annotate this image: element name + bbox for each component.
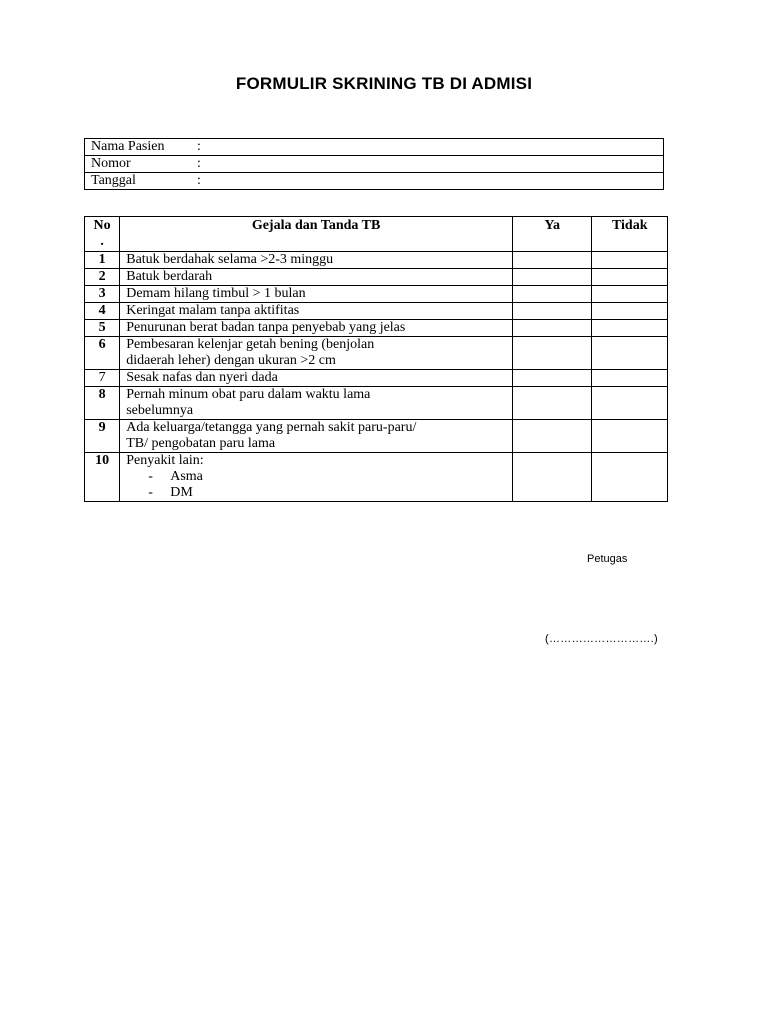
patient-name-row bbox=[85, 139, 664, 156]
no-cell[interactable] bbox=[592, 420, 668, 453]
patient-name-colon: : bbox=[197, 139, 201, 154]
header-symptom: Gejala dan Tanda TB bbox=[120, 217, 513, 252]
row-number: 5 bbox=[85, 320, 120, 337]
bullet-dash: - bbox=[148, 469, 153, 484]
header-yes: Ya bbox=[512, 217, 592, 252]
row-number: 9 bbox=[85, 420, 120, 453]
patient-number-label: Nomor bbox=[91, 156, 131, 171]
screening-header-row bbox=[85, 217, 668, 252]
symptom-line-2: sebelumnya bbox=[126, 403, 194, 418]
row-number: 7 bbox=[85, 370, 120, 387]
yes-cell[interactable] bbox=[512, 453, 592, 502]
row-number: 4 bbox=[85, 303, 120, 320]
signature-line: (……………………….) bbox=[545, 633, 658, 645]
patient-number-row bbox=[85, 156, 664, 173]
no-cell[interactable] bbox=[592, 269, 668, 286]
yes-cell[interactable] bbox=[512, 420, 592, 453]
other-disease-dm: DM bbox=[170, 485, 193, 500]
other-disease-label: Penyakit lain: bbox=[126, 453, 204, 468]
list-item bbox=[126, 469, 506, 485]
table-row bbox=[85, 286, 668, 303]
table-row bbox=[85, 337, 668, 370]
symptom-text: Sesak nafas dan nyeri dada bbox=[120, 370, 513, 387]
officer-label: Petugas bbox=[587, 553, 628, 565]
no-cell[interactable] bbox=[592, 387, 668, 420]
symptom-text: Demam hilang timbul > 1 bulan bbox=[120, 286, 513, 303]
no-cell[interactable] bbox=[592, 286, 668, 303]
table-row bbox=[85, 370, 668, 387]
patient-date-label: Tanggal bbox=[91, 173, 136, 188]
row-number: 6 bbox=[85, 337, 120, 370]
yes-cell[interactable] bbox=[512, 387, 592, 420]
form-title: FORMULIR SKRINING TB DI ADMISI bbox=[235, 74, 533, 93]
yes-cell[interactable] bbox=[512, 303, 592, 320]
table-row bbox=[85, 387, 668, 420]
header-no bbox=[85, 217, 120, 252]
table-row bbox=[85, 453, 668, 502]
symptom-text bbox=[120, 387, 513, 420]
no-cell[interactable] bbox=[592, 370, 668, 387]
yes-cell[interactable] bbox=[512, 252, 592, 269]
symptom-text bbox=[120, 453, 513, 502]
patient-date-colon: : bbox=[197, 173, 201, 188]
no-cell[interactable] bbox=[592, 303, 668, 320]
table-row bbox=[85, 320, 668, 337]
no-cell[interactable] bbox=[592, 453, 668, 502]
no-cell[interactable] bbox=[592, 252, 668, 269]
patient-number-colon: : bbox=[197, 156, 201, 171]
symptom-text: Keringat malam tanpa aktifitas bbox=[120, 303, 513, 320]
screening-table bbox=[84, 216, 668, 502]
symptom-line-2: didaerah leher) dengan ukuran >2 cm bbox=[126, 353, 336, 368]
row-number: 1 bbox=[85, 252, 120, 269]
symptom-line-2: TB/ pengobatan paru lama bbox=[126, 436, 276, 451]
yes-cell[interactable] bbox=[512, 286, 592, 303]
patient-name-field[interactable] bbox=[85, 139, 664, 156]
yes-cell[interactable] bbox=[512, 320, 592, 337]
header-no-text: No bbox=[93, 218, 111, 233]
table-row bbox=[85, 252, 668, 269]
symptom-text: Batuk berdarah bbox=[120, 269, 513, 286]
header-no-dot: . bbox=[100, 234, 104, 249]
table-row bbox=[85, 420, 668, 453]
patient-name-label: Nama Pasien bbox=[91, 139, 165, 154]
table-row bbox=[85, 303, 668, 320]
patient-date-field[interactable] bbox=[85, 173, 664, 190]
bullet-dash: - bbox=[148, 485, 153, 500]
symptom-text: Batuk berdahak selama >2-3 minggu bbox=[120, 252, 513, 269]
yes-cell[interactable] bbox=[512, 269, 592, 286]
symptom-line-1: Pernah minum obat paru dalam waktu lama bbox=[126, 387, 371, 402]
row-number: 2 bbox=[85, 269, 120, 286]
list-item bbox=[126, 485, 506, 501]
symptom-line-1: Ada keluarga/tetangga yang pernah sakit paru-paru/ bbox=[126, 420, 417, 435]
patient-date-row bbox=[85, 173, 664, 190]
header-no-answer: Tidak bbox=[592, 217, 668, 252]
yes-cell[interactable] bbox=[512, 337, 592, 370]
row-number: 10 bbox=[85, 453, 120, 502]
symptom-text bbox=[120, 420, 513, 453]
symptom-line-1: Pembesaran kelenjar getah bening (benjolan bbox=[126, 337, 375, 352]
row-number: 8 bbox=[85, 387, 120, 420]
table-row bbox=[85, 269, 668, 286]
symptom-text: Penurunan berat badan tanpa penyebab yang jelas bbox=[120, 320, 513, 337]
symptom-text bbox=[120, 337, 513, 370]
row-number: 3 bbox=[85, 286, 120, 303]
patient-number-field[interactable] bbox=[85, 156, 664, 173]
other-disease-asma: Asma bbox=[170, 469, 203, 484]
yes-cell[interactable] bbox=[512, 370, 592, 387]
patient-info-table bbox=[84, 138, 664, 190]
no-cell[interactable] bbox=[592, 337, 668, 370]
no-cell[interactable] bbox=[592, 320, 668, 337]
